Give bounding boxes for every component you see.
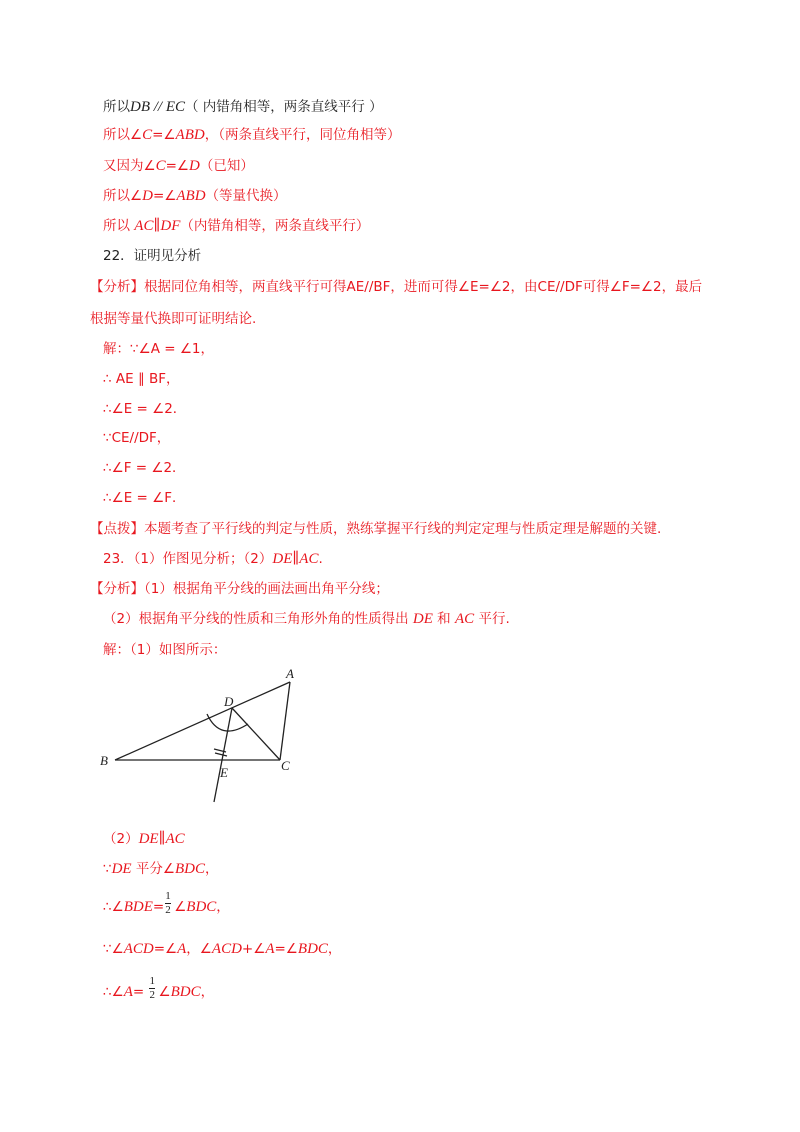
analysis-tag: 【分析】 xyxy=(90,581,144,597)
label-A: A xyxy=(286,666,294,681)
solution-line xyxy=(103,860,219,878)
label-E: E xyxy=(220,765,228,780)
math: A xyxy=(177,941,187,957)
math: DE xyxy=(111,861,132,877)
arc-mark xyxy=(215,753,227,756)
math: BDE xyxy=(123,899,153,915)
label-B: B xyxy=(100,753,108,768)
math: D xyxy=(189,158,200,174)
text: +∠ xyxy=(241,941,266,957)
text: =∠ xyxy=(165,158,190,174)
math: AC xyxy=(454,611,475,627)
math: ABD xyxy=(176,188,206,204)
denominator: 2 xyxy=(149,989,155,1001)
math: A xyxy=(123,984,133,1000)
solution-line xyxy=(103,890,230,916)
solution-line xyxy=(103,830,185,848)
segment-DC xyxy=(232,708,280,760)
math: ABD xyxy=(175,127,205,143)
text-line xyxy=(103,157,254,175)
analysis-continued: 根据等量代换即可证明结论. xyxy=(90,311,257,327)
numerator: 1 xyxy=(149,975,155,987)
question-number: 22．证明见分析 xyxy=(103,248,202,264)
text: 和 xyxy=(432,611,455,627)
solution-line xyxy=(103,940,341,958)
text: 所以 xyxy=(103,99,130,115)
question-number xyxy=(103,550,323,568)
text: 平分∠ xyxy=(131,861,175,877)
math: BDC xyxy=(175,861,205,877)
text-line xyxy=(103,126,400,144)
math: BDC xyxy=(297,941,328,957)
text: 本题考查了平行线的判定与性质，熟练掌握平行线的判定定理与性质定理是解题的关键. xyxy=(144,521,662,537)
solution-line: ∴∠E = ∠2． xyxy=(103,401,187,417)
analysis xyxy=(90,580,389,598)
text: 23．（1）作图见分析；（2） xyxy=(103,551,273,567)
text: =∠ xyxy=(153,941,178,957)
text: （等量代换） xyxy=(205,188,287,204)
analysis-continued xyxy=(103,610,510,628)
text: = xyxy=(152,899,165,915)
solution-line: ∴∠E = ∠F． xyxy=(103,490,186,506)
text: 所以∠ xyxy=(103,127,143,143)
text: ∠ xyxy=(158,984,171,1000)
text: ， xyxy=(216,899,230,915)
math: DE xyxy=(412,611,433,627)
math: BDC xyxy=(170,984,201,1000)
math: D xyxy=(142,188,153,204)
geometry-figure xyxy=(90,660,330,810)
math: AC∥DF xyxy=(134,218,181,234)
text: ∴∠ xyxy=(103,984,124,1000)
text: ， xyxy=(205,861,219,877)
text: 平行. xyxy=(474,611,510,627)
solution-line: ∴∠F = ∠2． xyxy=(103,460,186,476)
numerator: 1 xyxy=(165,890,171,902)
math: ACD xyxy=(123,941,154,957)
text-line xyxy=(103,217,369,235)
math: ACD xyxy=(211,941,242,957)
text: 所以∠ xyxy=(103,188,143,204)
denominator: 2 xyxy=(165,904,171,916)
text: （已知） xyxy=(199,158,254,174)
solution-line: 解：∵∠A = ∠1， xyxy=(103,341,215,357)
text: （1）根据角平分线的画法画出角平分线； xyxy=(144,581,389,597)
segment-AC xyxy=(280,682,290,760)
text: ∠ xyxy=(174,899,187,915)
text: 所以 xyxy=(103,218,135,234)
tip-tag: 【点拨】 xyxy=(90,521,144,537)
segment-BA xyxy=(115,682,290,760)
math: C xyxy=(155,158,166,174)
math: C xyxy=(142,127,153,143)
text: ， xyxy=(327,941,342,957)
analysis xyxy=(90,278,702,296)
math: DE∥AC xyxy=(272,551,319,567)
text: 又因为∠ xyxy=(103,158,156,174)
text: =∠ xyxy=(152,127,176,143)
math: BDC xyxy=(186,899,217,915)
fraction-half xyxy=(164,890,174,916)
label-C: C xyxy=(281,758,290,773)
text: （2） xyxy=(103,831,139,847)
text-line xyxy=(103,187,287,205)
text: （2）根据角平分线的性质和三角形外角的性质得出 xyxy=(103,611,413,627)
label-D: D xyxy=(224,694,234,709)
tip xyxy=(90,520,661,538)
solution-line: ∵CE//DF， xyxy=(103,430,171,446)
text: （内错角相等，两条直线平行） xyxy=(180,218,370,234)
text-line xyxy=(103,98,383,116)
math: DB // EC xyxy=(130,99,185,115)
math: DE∥AC xyxy=(138,831,185,847)
text: ∴∠ xyxy=(103,899,124,915)
text: ，（两条直线平行，同位角相等） xyxy=(204,127,401,143)
solution-line xyxy=(103,975,215,1001)
text: = xyxy=(132,984,149,1000)
math: A xyxy=(265,941,275,957)
text: =∠ xyxy=(274,941,298,957)
text: . xyxy=(318,551,323,567)
text: ∵∠ xyxy=(103,941,124,957)
text: =∠ xyxy=(152,188,177,204)
text: ∵ xyxy=(103,861,112,877)
solution-line: 解：（1）如图所示： xyxy=(103,642,227,658)
solution-line: ∴ AE ∥ BF， xyxy=(103,371,180,387)
text: ， xyxy=(200,984,215,1000)
text: ，∠ xyxy=(186,941,212,957)
fraction-half xyxy=(148,975,158,1001)
text: （ 内错角相等，两条直线平行 ） xyxy=(185,99,383,115)
analysis-tag: 【分析】 xyxy=(90,279,144,295)
text: 根据同位角相等，两直线平行可得AE//BF，进而可得∠E=∠2，由CE//DF可得∠F=∠2，最后 xyxy=(144,279,703,295)
